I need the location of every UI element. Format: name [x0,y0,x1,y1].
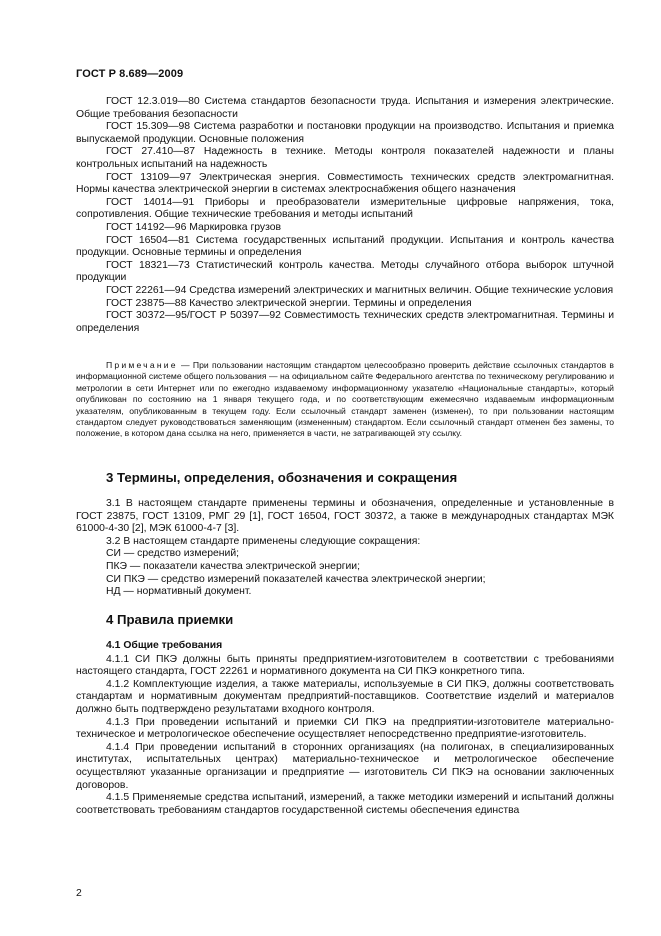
reference-item: ГОСТ 14192—96 Маркировка грузов [106,221,282,233]
abbreviation-item: СИ — средство измерений; [106,548,240,560]
paragraph: 4.1.5 Применяемые средства испытаний, измерений, а также методики измерений и испытаний должны соответствовать требованиям стандартов государственной системы обеспечения единства [76,792,614,816]
abbreviation-item: НД — нормативный документ. [106,586,252,598]
note-label: Примечание [106,360,178,370]
paragraph: 4.1.1 СИ ПКЭ должны быть приняты предприятием-изготовителем в соответствии с требованиями настоящего стандарта, ГОСТ 22261 и нормативного документа на СИ ПКЭ конкретного типа. [76,653,614,678]
reference-item: ГОСТ 14014—91 Приборы и преобразователи измерительные цифровые напряжения, тока, сопротивления. Общие технические требования и методы испытаний [76,196,614,221]
reference-item: ГОСТ 15.309—98 Система разработки и постановки продукции на производство. Испытания и приемка выпускаемой продукции. Основные положения [76,121,614,145]
reference-item: ГОСТ 22261—94 Средства измерений электрических и магнитных величин. Общие технические условия [106,284,614,296]
reference-item: ГОСТ 27.410—87 Надежность в технике. Методы контроля показателей надежности и планы контрольных испытаний на надежность [76,146,614,170]
paragraph: 4.1.2 Комплектующие изделия, а также материалы, используемые в СИ ПКЭ, должны соответствовать стандартам и нормативным документам предприятий-поставщиков. Соответствие изделий и материалов должно быть подтверждено результатами входного контроля. [76,678,614,715]
paragraph: 3.1 В настоящем стандарте применены термины и обозначения, определенные и установленные в ГОСТ 23875, ГОСТ 13109, РМГ 29 [1], ГОСТ 16504, ГОСТ 30372, а также в международных стандартах МЭК 61000-4-30 [2], МЭК 61000-4-7 [3]. [76,498,614,535]
reference-item: ГОСТ 13109—97 Электрическая энергия. Совместимость технических средств электромагнитная. Нормы качества электрической энергии в системах электроснабжения общего назначения [76,171,614,196]
reference-item: ГОСТ 16504—81 Система государственных испытаний продукции. Испытания и контроль качества продукции. Основные термины и определения [76,234,614,259]
paragraph: 3.2 В настоящем стандарте применены следующие сокращения: [106,535,421,547]
page-number: 2 [76,888,82,899]
abbreviation-item: СИ ПКЭ — средство измерений показателей качества электрической энергии; [106,573,486,585]
reference-item: ГОСТ 18321—73 Статистический контроль качества. Методы случайного отбора выборок штучной продукции [76,259,614,284]
paragraph: 4.1.4 При проведении испытаний в сторонних организациях (на полигонах, в специализированных институтах, испытательных центрах) материально-техническое и метрологическое обеспечение осуществляют указанные организации и предприятие — изготовитель СИ ПКЭ на основании заключенных договоров. [76,741,614,791]
section-4-body [76,640,614,817]
normative-references-list [76,96,614,335]
document-header: ГОСТ Р 8.689—2009 [76,68,184,80]
section-3-body [76,498,614,599]
paragraph: 4.1.3 При проведении испытаний и приемки СИ ПКЭ на предприятии-изготовителе материально-техническое и метрологическое обеспечение осуществляет непосредственно предприятие-изготовитель. [76,716,614,741]
reference-item: ГОСТ 23875—88 Качество электрической энергии. Термины и определения [106,297,472,309]
section-3-heading: 3 Термины, определения, обозначения и сокращения [106,470,458,485]
references-note [76,360,614,440]
reference-item: ГОСТ 30372—95/ГОСТ Р 50397—92 Совместимость технических средств электромагнитная. Термины и определения [76,310,614,334]
abbreviation-item: ПКЭ — показатели качества электрической энергии; [106,560,361,572]
subsection-heading: 4.1 Общие требования [106,640,223,651]
section-4-heading: 4 Правила приемки [106,612,234,627]
note-text: — При пользовании настоящим стандартом целесообразно проверить действие ссылочных стандартов в информационной системе общего пользования — на официальном сайте Федерального агентства по техническому регулированию и метрологии в сети Интернет или по ежегодно издаваемому информационному указателю «Национальные стандарты», который опубликован по состоянию на 1 января текущего года, и по соответствующим ежемесячно издаваемым информационным указателям, опубликованным в текущем году. Если ссылочный стандарт заменен (изменен), то при пользовании настоящим стандартом следует руководствоваться заменяющим (измененным) стандартом. Если ссылочный стандарт отменен без замены, то положение, в котором дана ссылка на него, применяется в части, не затрагивающей эту ссылку. [76,360,614,439]
reference-item: ГОСТ 12.3.019—80 Система стандартов безопасности труда. Испытания и измерения электрические. Общие требования безопасности [76,96,614,120]
